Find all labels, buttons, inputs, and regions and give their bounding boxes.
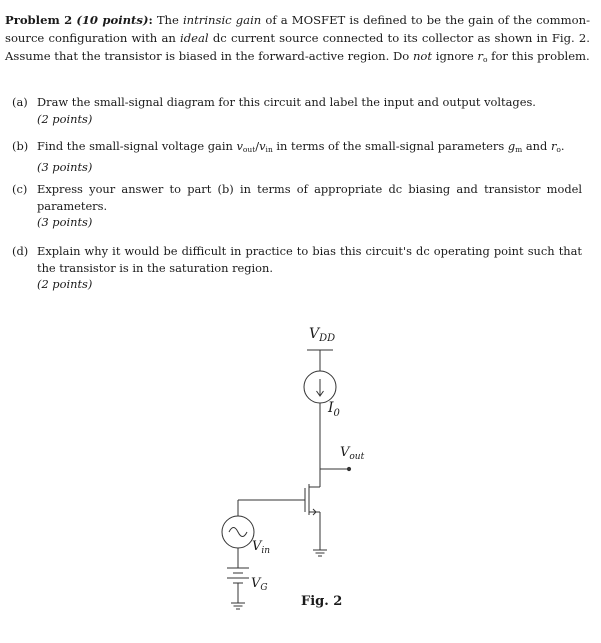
symbol-vout-sub: out xyxy=(242,145,256,154)
symbol-ro-sub: o xyxy=(556,145,561,154)
part-label: (a) xyxy=(12,95,28,109)
problem-statement: Problem 2 (10 points): The intrinsic gain of a MOSFET is defined to be the gain of the common-source configuration with an ideal dc current source connected to its collector as shown in Fig. 2. Assume that the transistor is biased in the forward-active region. Do not ignore $r_o$ for this problem. xyxy=(5,13,591,64)
part-text: Find the small-signal voltage gain xyxy=(37,139,237,153)
label-vg xyxy=(251,576,268,593)
label-i0 xyxy=(327,400,341,419)
part-points: (2 points) xyxy=(37,111,93,126)
term-not: not xyxy=(412,49,433,63)
label-vdd-main: V xyxy=(309,326,320,342)
part-label: (c) xyxy=(12,182,28,196)
figure-caption: Fig. 2 xyxy=(301,594,343,609)
label-i0-sub: 0 xyxy=(333,408,340,419)
label-vout-sub: out xyxy=(349,452,365,462)
label-vout-main: V xyxy=(340,445,350,460)
part-text: Draw the small-signal diagram for this circuit and label the input and output voltages. xyxy=(37,95,536,109)
label-vg-sub: G xyxy=(260,583,268,593)
symbol-vout: v xyxy=(236,139,243,153)
vout-node-icon xyxy=(347,467,350,470)
label-vout xyxy=(340,445,365,462)
symbol-ro: r xyxy=(477,49,483,63)
symbol-ro: r xyxy=(550,139,557,153)
label-vdd xyxy=(309,326,335,344)
problem-text: The xyxy=(156,13,183,27)
label-vin-main: V xyxy=(252,539,262,554)
symbol-ro-sub: o xyxy=(482,55,488,64)
sine-wave-icon xyxy=(229,528,247,537)
symbol-gm-sub: m xyxy=(515,145,523,154)
problem-points: (10 points) xyxy=(76,13,149,27)
problem-heading: Problem 2 xyxy=(5,13,73,27)
slash: / xyxy=(255,139,260,153)
label-vdd-sub: DD xyxy=(319,333,336,344)
label-i0-main: I xyxy=(328,400,334,416)
problem-text: dc current source connected to its collector as shown in Fig. 2. Assume that the transistor is biased in the forward-active region. Do xyxy=(5,31,590,63)
part-label: (d) xyxy=(12,244,29,258)
part-text: Explain why it would be difficult in practice to bias this circuit's dc operating point such that the transistor is in the saturation region. xyxy=(37,244,582,275)
problem-text: of a MOSFET is defined to be the gain of the common-source configuration with an xyxy=(5,13,591,45)
label-vin-sub: in xyxy=(261,546,271,556)
part-text: Express your answer to part (b) in terms of appropriate dc biasing and transistor model parameters. xyxy=(37,182,582,213)
symbol-gm: g xyxy=(507,139,516,153)
part-label: (b) xyxy=(12,139,29,153)
problem-text: ignore xyxy=(432,49,478,63)
term-ideal: ideal xyxy=(180,31,209,45)
part-text: in terms of the small-signal parameters xyxy=(272,139,508,153)
part-points: (3 points) xyxy=(37,215,93,229)
part-text: and xyxy=(522,139,551,153)
part-points: (3 points) xyxy=(37,159,93,174)
problem-text: for this problem. xyxy=(487,49,590,63)
term-intrinsic-gain: intrinsic gain xyxy=(182,13,262,27)
symbol-vin: v xyxy=(259,139,266,153)
part-text: . xyxy=(560,139,565,153)
symbol-vin-sub: in xyxy=(265,145,273,154)
part-points: (2 points) xyxy=(37,277,93,291)
label-vg-main: V xyxy=(251,576,261,591)
label-vin xyxy=(252,539,270,556)
